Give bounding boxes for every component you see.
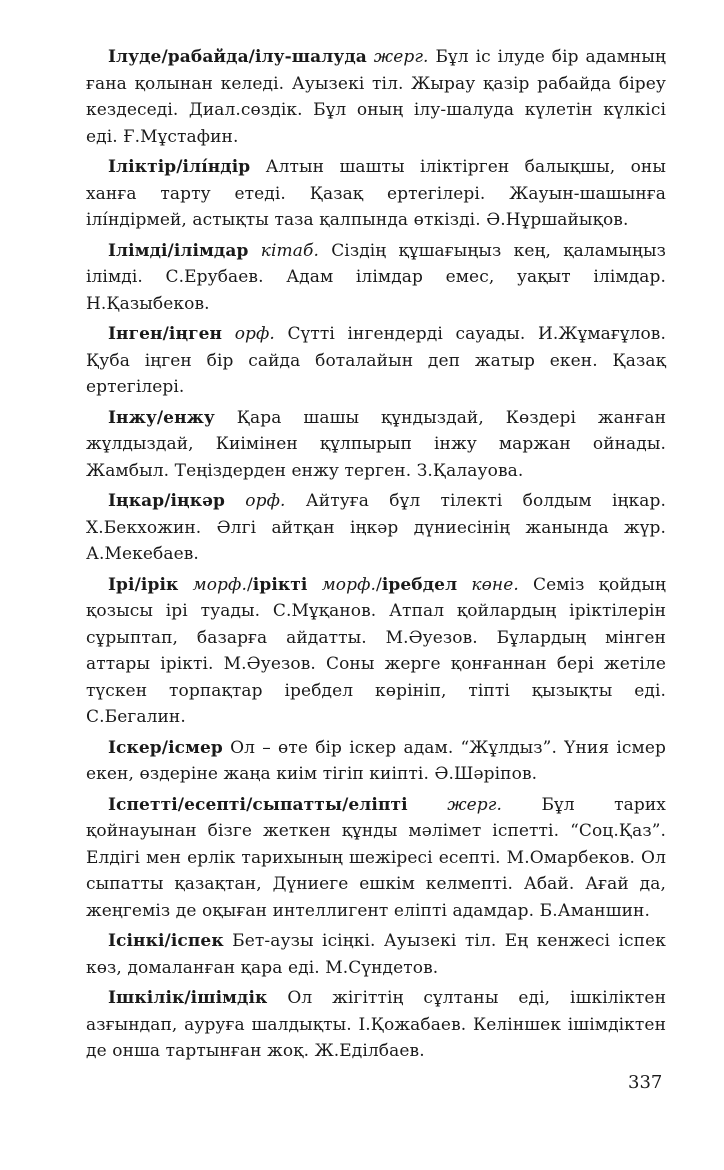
usage-label: жерг. (373, 47, 429, 67)
entry-text: Ол – өте бір іскер адам. “Жұлдыз”. Үния ісмер екен, өздеріне жаңа киім тігіп киіпті. Ә.Шәріпов. (86, 737, 666, 784)
entry-headword: Іскер/ісмер (108, 737, 223, 758)
entry-headword: іребдел (381, 574, 458, 595)
entry-text: Бұл іс ілуде бір адамның ғана қолынан келеді. Ауызекі тіл. Жырау қазір рабайда біреу кездеседі. Диал.сөздік. Бұл оның ілу-шалуда күлетін күлкісі еді. Ғ.Мұстафин. (86, 47, 666, 147)
entry-headword: Ісінкі/іспек (108, 931, 224, 951)
dictionary-page (86, 44, 666, 1069)
dictionary-entry (86, 405, 666, 485)
entry-text (248, 241, 260, 261)
entry-text: Бұл тарих қойнауынан бізге жеткен құнды мәлімет іспетті. “Соц.Қаз”. Елдігі мен ерлік тарихының шежіресі есепті. М.Омарбеков. Ол сыпатты қазақтан, Дүниеге ешкім келмепті. Абай. Ағай да, жеңгеміз де оқыған интеллигент еліпті адамдар. Б.Аманшин. (86, 794, 666, 921)
entry-text: Алтын шашты іліктірген балықшы, оны ханға тарту етеді. Қазақ ертегілері. Жауын-шашынға ілíндірмей, астықты таза қалпында өткізді. Ә.Нұршайықов. (86, 157, 666, 230)
entry-headword: Ірі/ірік (108, 574, 179, 595)
usage-label: орф. (245, 491, 286, 511)
entry-text: Айтуға бұл тілекті болдым іңкар. Х.Бекхожин. Әлгі айтқан іңкәр дүниесінің жанында жүр. А.Мекебаев. (86, 491, 666, 564)
dictionary-entry (86, 928, 666, 981)
entry-headword: Інжу/енжу (108, 407, 215, 428)
dictionary-entry (86, 488, 666, 568)
dictionary-entry (86, 735, 666, 788)
entry-headword: Ілуде/рабайда/ілу-шалуда (108, 47, 367, 67)
entry-text (307, 575, 321, 595)
entry-text: Қара шашы құндыздай, Көздері жанған жұлдыздай, Киімінен құлпырып інжу маржан ойнады. Жамбыл. Теңіздерден енжу терген. З.Қалауова. (86, 407, 666, 481)
dictionary-entry (86, 572, 666, 731)
usage-label: орф. (234, 324, 275, 344)
entry-text: / (246, 574, 253, 595)
entry-headword: Іңкар/іңкәр (108, 491, 225, 511)
dictionary-entry (86, 238, 666, 318)
entry-text: Сүтті інгендерді сауады. И.Жұмағұлов. Қуба іңген бір сайда боталайын деп жатыр екен. Қазақ ертегілері. (86, 324, 666, 397)
dictionary-entry (86, 154, 666, 234)
entry-text: Семіз қойдың қозысы ірі туады. С.Мұқанов. Атпал қойлардың іріктілерін сұрыптап, базарға айдатты. М.Әуезов. Бұлардың мінген аттары ірікті. М.Әуезов. Соны жерге қонғаннан бері жетіле түскен торпақтар іребдел көрініп, тіпті қызықты еді. С.Бегалин. (86, 574, 667, 727)
entry-text (222, 324, 235, 344)
usage-label: кітаб. (260, 240, 319, 261)
entry-headword: Інген/іңген (108, 324, 223, 344)
entry-text: Сіздің құшағыңыз кең, қаламыңыз ілімді. С.Ерубаев. Адам ілімдар емес, уақыт ілімдар. Н.Қазыбеков. (86, 240, 667, 314)
entry-headword: Ілімді/ілімдар (108, 240, 249, 261)
entry-text (178, 575, 192, 595)
dictionary-entry (86, 321, 666, 401)
dictionary-entry (86, 792, 666, 925)
entry-text: Ол жігіттің сұлтаны еді, ішкіліктен азғындап, ауруға шалдықты. І.Қожабаев. Келіншек ішімдіктен де онша тартынған жоқ. Ж.Еділбаев. (86, 988, 666, 1061)
entry-text: Бет-аузы ісіңкі. Ауызекі тіл. Ең кенжесі іспек көз, домаланған қара еді. М.Сүндетов. (86, 931, 666, 978)
entry-headword: Іспетті/есепті/сыпатты/еліпті (108, 794, 408, 815)
entry-text (225, 491, 245, 511)
entry-headword: Ішкілік/ішімдік (108, 988, 268, 1008)
usage-label: жерг. (447, 794, 502, 815)
entry-text (367, 47, 374, 67)
entry-text (408, 795, 448, 815)
entry-text: / (376, 574, 382, 595)
dictionary-entry (86, 985, 666, 1065)
entry-headword: ірікті (252, 574, 308, 595)
page-number: 337 (628, 1072, 663, 1093)
usage-label: морф. (192, 574, 247, 595)
usage-label: морф. (321, 574, 377, 595)
dictionary-entry (86, 44, 666, 150)
entry-text (457, 575, 471, 595)
usage-label: көне. (471, 574, 519, 595)
entry-headword: Іліктір/ілíндір (108, 157, 251, 177)
